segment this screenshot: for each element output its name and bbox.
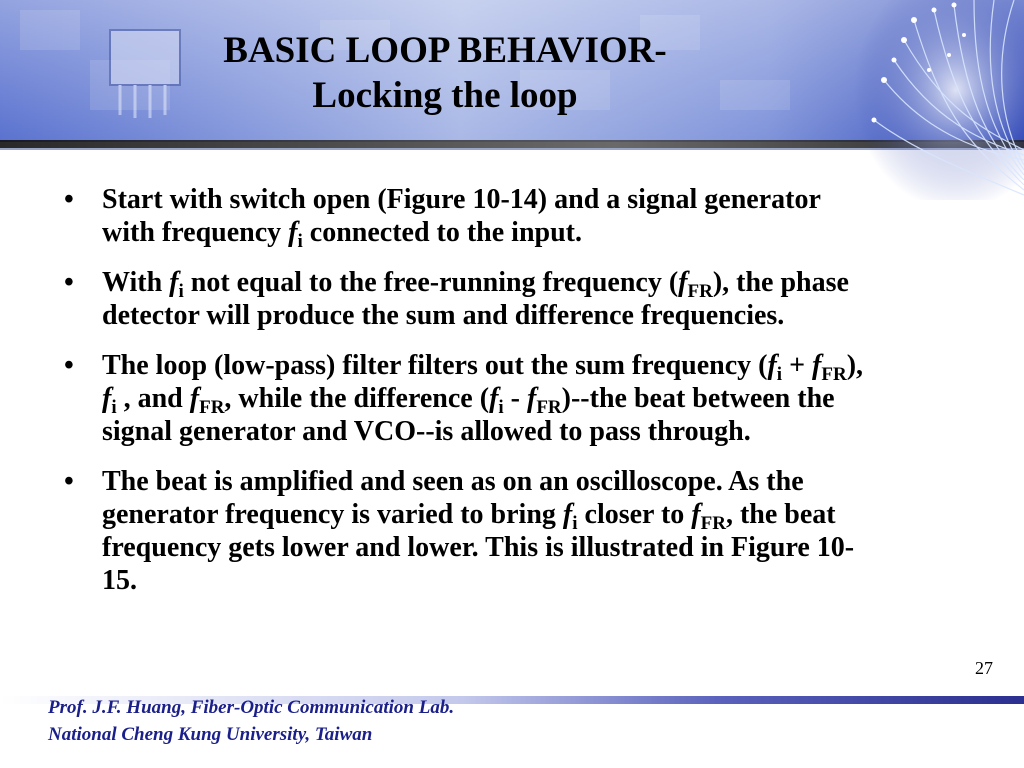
- page-number: 27: [975, 658, 993, 678]
- bullet-text: With: [102, 267, 170, 298]
- frequency-symbol: f: [189, 383, 200, 414]
- frequency-subscript: i: [178, 281, 184, 302]
- title-line-1: BASIC LOOP BEHAVIOR-: [223, 30, 667, 71]
- bullet-text: , and: [116, 383, 190, 414]
- bullet-item-3: [52, 349, 872, 448]
- frequency-symbol: f: [489, 383, 499, 414]
- bullet-text: )--the beat between the signal generator and VCO--is allowed to pass through.: [102, 383, 835, 447]
- frequency-symbol: f: [767, 350, 777, 381]
- frequency-subscript: i: [572, 513, 578, 534]
- bullet-item-1: [52, 183, 872, 252]
- frequency-subscript: i: [111, 397, 117, 418]
- bullet-dot: •: [64, 466, 74, 497]
- bullet-text: Start with switch open (Figure 10-14) and a signal generator with frequency: [102, 184, 821, 248]
- fiber-optic-bundle-icon: [854, 0, 1024, 200]
- frequency-symbol: f: [169, 267, 179, 298]
- bullet-item-4: [52, 465, 872, 597]
- bullet-list: [52, 183, 872, 614]
- frequency-subscript: i: [297, 231, 303, 252]
- frequency-subscript: FR: [687, 281, 713, 302]
- bullet-text: ), the phase detector will produce the sum and difference frequencies.: [102, 267, 849, 331]
- frequency-subscript: FR: [199, 397, 225, 418]
- frequency-symbol: f: [812, 350, 822, 381]
- frequency-symbol: f: [691, 499, 701, 530]
- plus-sign: +: [782, 350, 813, 381]
- frequency-symbol: f: [527, 383, 537, 414]
- frequency-subscript: FR: [536, 397, 562, 418]
- frequency-subscript: FR: [700, 513, 726, 534]
- frequency-subscript: i: [498, 397, 504, 418]
- bullet-text: , while the difference (: [224, 383, 490, 414]
- bullet-dot: •: [64, 184, 74, 215]
- frequency-subscript: i: [776, 364, 783, 385]
- bullet-dot: •: [64, 267, 74, 298]
- frequency-subscript: FR: [821, 364, 847, 385]
- bullet-text: ),: [846, 350, 864, 381]
- frequency-symbol: f: [678, 267, 688, 298]
- slide-title: [130, 28, 760, 118]
- bullet-item-2: [52, 266, 872, 332]
- footer-line-1: Prof. J.F. Huang, Fiber-Optic Communication Lab.: [48, 697, 455, 718]
- bullet-text: not equal to the free-running frequency (: [183, 267, 679, 298]
- bullet-text: connected to the input.: [302, 217, 582, 248]
- frequency-symbol: f: [288, 217, 298, 248]
- bullet-dot: •: [64, 350, 74, 381]
- bullet-text: The beat is amplified and seen as on an oscilloscope. As the generator frequency is varied to bring: [102, 466, 804, 530]
- footer-line-2: National Cheng Kung University, Taiwan: [48, 724, 373, 745]
- minus-sign: -: [503, 383, 527, 414]
- frequency-symbol: f: [102, 383, 112, 414]
- footer-credit: [48, 694, 454, 748]
- title-line-2: Locking the loop: [312, 75, 578, 116]
- frequency-symbol: f: [562, 499, 573, 530]
- bullet-text: closer to: [577, 499, 692, 530]
- bullet-text: , the beat frequency gets lower and lower. This is illustrated in Figure 10-15.: [102, 499, 855, 596]
- bullet-text: The loop (low-pass) filter filters out the sum frequency (: [102, 350, 768, 381]
